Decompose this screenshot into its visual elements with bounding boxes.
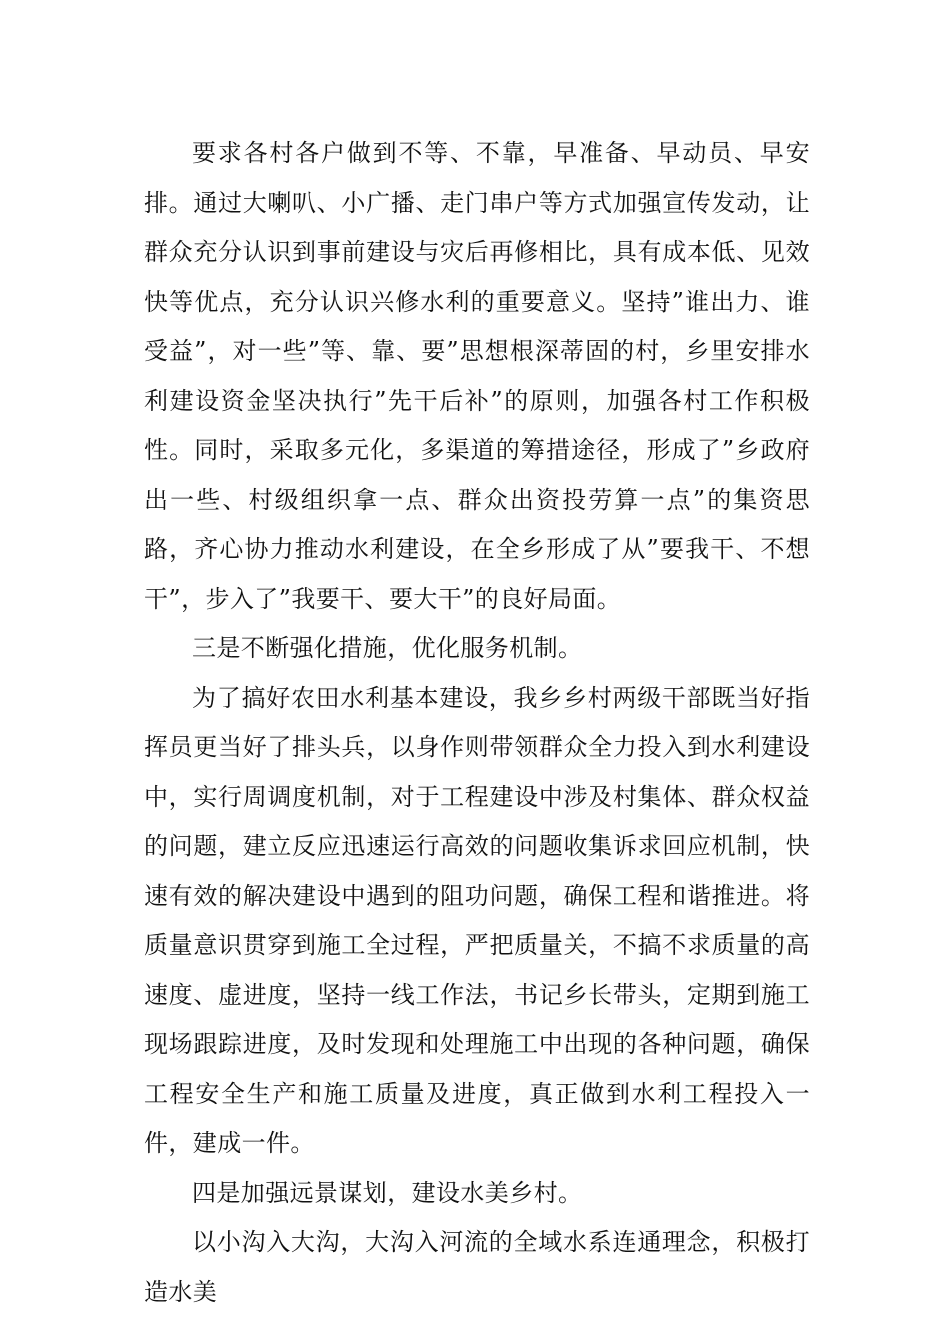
paragraph-2-heading: 三是不断强化措施，优化服务机制。 — [192, 634, 583, 662]
paragraph-3: 为了搞好农田水利基本建设，我乡乡村两级干部既当好指挥员更当好了排头兵，以身作则带领群众全力投入到水利建设中，实行周调度机制，对于工程建设中涉及村集体、群众权益的问题，建立反应迅速运行高效的问题收集诉求回应机制，快速有效的解决建设中遇到的阻功问题，确保工程和谐推进。将质量意识贯穿到施工全过程，严把质量关，不搞不求质量的高速度、虚进度，坚持一线工作法，书记乡长带头，定期到施工现场跟踪进度，及时发现和处理施工中出现的各种问题，确保工程安全生产和施工质量及进度，真正做到水利工程投入一件，建成一件。 — [144, 683, 810, 1157]
document-body — [144, 129, 810, 1317]
paragraph-4-heading: 四是加强远景谋划，建设水美乡村。 — [192, 1178, 583, 1207]
paragraph-1: 要求各村各户做到不等、不靠，早准备、早动员、早安排。通过大喇叭、小广播、走门串户等方式加强宣传发动，让群众充分认识到事前建设与灾后再修相比，具有成本低、见效快等优点，充分认识兴修水利的重要意义。坚持”谁出力、谁受益”，对一些”等、靠、要”思想根深蒂固的村，乡里安排水利建设资金坚决执行”先干后补”的原则，加强各村工作积极性。同时，采取多元化，多渠道的筹措途径，形成了”乡政府出一些、村级组织拿一点、群众出资投劳算一点”的集资思路，齐心协力推动水利建设，在全乡形成了从”要我干、不想干”，步入了”我要干、要大干”的良好局面。 — [144, 139, 810, 613]
paragraph-5: 以小沟入大沟，大沟入河流的全域水系连通理念，积极打造水美 — [144, 1228, 810, 1306]
